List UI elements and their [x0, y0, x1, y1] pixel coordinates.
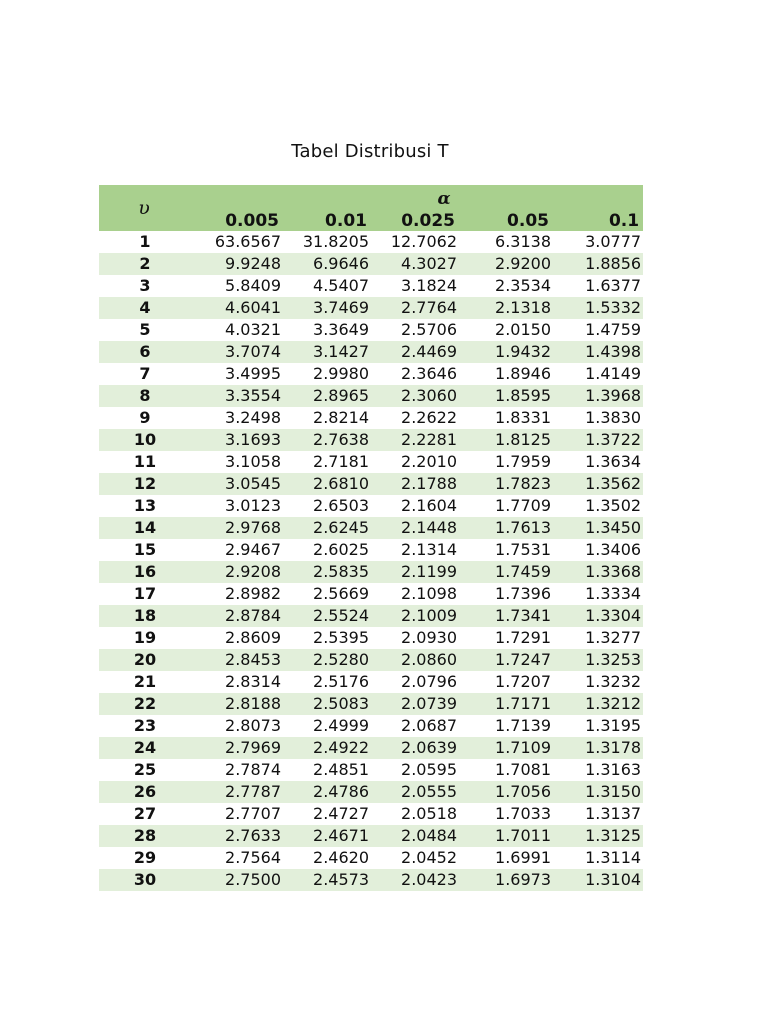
- critical-value-cell: 2.0518: [371, 803, 459, 825]
- alpha-group-header: α: [189, 185, 643, 209]
- critical-value-cell: 3.0545: [189, 473, 283, 495]
- degrees-of-freedom-cell: 11: [99, 451, 189, 473]
- degrees-of-freedom-cell: 15: [99, 539, 189, 561]
- critical-value-cell: 2.1604: [371, 495, 459, 517]
- critical-value-cell: 2.0595: [371, 759, 459, 781]
- critical-value-cell: 2.5176: [283, 671, 371, 693]
- critical-value-cell: 1.3195: [553, 715, 643, 737]
- critical-value-cell: 1.3212: [553, 693, 643, 715]
- critical-value-cell: 2.2010: [371, 451, 459, 473]
- critical-value-cell: 1.7171: [459, 693, 553, 715]
- critical-value-cell: 2.1009: [371, 605, 459, 627]
- degrees-of-freedom-cell: 14: [99, 517, 189, 539]
- critical-value-cell: 1.7011: [459, 825, 553, 847]
- critical-value-cell: 2.9980: [283, 363, 371, 385]
- critical-value-cell: 1.6377: [553, 275, 643, 297]
- critical-value-cell: 2.9467: [189, 539, 283, 561]
- critical-value-cell: 1.4759: [553, 319, 643, 341]
- degrees-of-freedom-cell: 24: [99, 737, 189, 759]
- alpha-column-header: 0.1: [553, 209, 643, 231]
- critical-value-cell: 1.7613: [459, 517, 553, 539]
- critical-value-cell: 2.0555: [371, 781, 459, 803]
- table-row: [99, 605, 643, 627]
- critical-value-cell: 2.7638: [283, 429, 371, 451]
- alpha-column-header: 0.025: [371, 209, 459, 231]
- critical-value-cell: 1.3114: [553, 847, 643, 869]
- critical-value-cell: 2.4469: [371, 341, 459, 363]
- degrees-of-freedom-cell: 13: [99, 495, 189, 517]
- degrees-of-freedom-cell: 8: [99, 385, 189, 407]
- critical-value-cell: 1.3232: [553, 671, 643, 693]
- critical-value-cell: 2.5669: [283, 583, 371, 605]
- critical-value-cell: 2.0150: [459, 319, 553, 341]
- table-row: [99, 231, 643, 253]
- critical-value-cell: 1.7033: [459, 803, 553, 825]
- critical-value-cell: 1.7531: [459, 539, 553, 561]
- critical-value-cell: 2.9200: [459, 253, 553, 275]
- critical-value-cell: 1.7396: [459, 583, 553, 605]
- critical-value-cell: 1.8946: [459, 363, 553, 385]
- critical-value-cell: 2.9768: [189, 517, 283, 539]
- critical-value-cell: 1.3368: [553, 561, 643, 583]
- table-row: [99, 627, 643, 649]
- critical-value-cell: 1.6991: [459, 847, 553, 869]
- t-distribution-table: [99, 185, 643, 891]
- critical-value-cell: 1.7207: [459, 671, 553, 693]
- critical-value-cell: 3.3554: [189, 385, 283, 407]
- table-row: [99, 363, 643, 385]
- critical-value-cell: 2.7764: [371, 297, 459, 319]
- critical-value-cell: 1.8331: [459, 407, 553, 429]
- critical-value-cell: 1.9432: [459, 341, 553, 363]
- critical-value-cell: 2.6245: [283, 517, 371, 539]
- table-row: [99, 319, 643, 341]
- critical-value-cell: 2.2281: [371, 429, 459, 451]
- degrees-of-freedom-cell: 3: [99, 275, 189, 297]
- critical-value-cell: 2.5524: [283, 605, 371, 627]
- critical-value-cell: 2.5395: [283, 627, 371, 649]
- critical-value-cell: 2.5083: [283, 693, 371, 715]
- critical-value-cell: 1.7823: [459, 473, 553, 495]
- critical-value-cell: 3.1824: [371, 275, 459, 297]
- critical-value-cell: 1.7139: [459, 715, 553, 737]
- critical-value-cell: 3.1058: [189, 451, 283, 473]
- alpha-column-header: 0.005: [189, 209, 283, 231]
- critical-value-cell: 4.6041: [189, 297, 283, 319]
- alpha-column-header: 0.01: [283, 209, 371, 231]
- critical-value-cell: 1.4398: [553, 341, 643, 363]
- critical-value-cell: 4.0321: [189, 319, 283, 341]
- critical-value-cell: 2.7969: [189, 737, 283, 759]
- degrees-of-freedom-cell: 20: [99, 649, 189, 671]
- critical-value-cell: 1.7109: [459, 737, 553, 759]
- critical-value-cell: 2.4999: [283, 715, 371, 737]
- nu-column-header: υ: [99, 185, 189, 231]
- critical-value-cell: 1.7459: [459, 561, 553, 583]
- critical-value-cell: 1.8125: [459, 429, 553, 451]
- table-row: [99, 803, 643, 825]
- critical-value-cell: 2.7707: [189, 803, 283, 825]
- critical-value-cell: 3.7469: [283, 297, 371, 319]
- degrees-of-freedom-cell: 17: [99, 583, 189, 605]
- critical-value-cell: 2.0739: [371, 693, 459, 715]
- header-row-alpha: [99, 185, 643, 209]
- critical-value-cell: 1.3277: [553, 627, 643, 649]
- critical-value-cell: 1.7341: [459, 605, 553, 627]
- critical-value-cell: 1.3334: [553, 583, 643, 605]
- critical-value-cell: 2.3646: [371, 363, 459, 385]
- table-row: [99, 869, 643, 891]
- critical-value-cell: 2.1788: [371, 473, 459, 495]
- critical-value-cell: 1.3722: [553, 429, 643, 451]
- critical-value-cell: 2.7500: [189, 869, 283, 891]
- critical-value-cell: 1.3562: [553, 473, 643, 495]
- critical-value-cell: 2.8453: [189, 649, 283, 671]
- critical-value-cell: 1.3450: [553, 517, 643, 539]
- critical-value-cell: 2.4573: [283, 869, 371, 891]
- table-row: [99, 759, 643, 781]
- table-row: [99, 473, 643, 495]
- critical-value-cell: 2.0860: [371, 649, 459, 671]
- critical-value-cell: 1.3634: [553, 451, 643, 473]
- critical-value-cell: 1.3104: [553, 869, 643, 891]
- critical-value-cell: 1.3137: [553, 803, 643, 825]
- critical-value-cell: 2.7787: [189, 781, 283, 803]
- degrees-of-freedom-cell: 27: [99, 803, 189, 825]
- table-row: [99, 297, 643, 319]
- table-row: [99, 429, 643, 451]
- critical-value-cell: 2.0796: [371, 671, 459, 693]
- critical-value-cell: 1.8595: [459, 385, 553, 407]
- critical-value-cell: 2.4620: [283, 847, 371, 869]
- critical-value-cell: 1.7291: [459, 627, 553, 649]
- critical-value-cell: 1.3968: [553, 385, 643, 407]
- critical-value-cell: 2.8965: [283, 385, 371, 407]
- critical-value-cell: 2.3534: [459, 275, 553, 297]
- degrees-of-freedom-cell: 9: [99, 407, 189, 429]
- degrees-of-freedom-cell: 1: [99, 231, 189, 253]
- table-row: [99, 539, 643, 561]
- critical-value-cell: 2.0423: [371, 869, 459, 891]
- table-row: [99, 341, 643, 363]
- critical-value-cell: 2.1448: [371, 517, 459, 539]
- critical-value-cell: 3.0123: [189, 495, 283, 517]
- degrees-of-freedom-cell: 25: [99, 759, 189, 781]
- critical-value-cell: 1.3178: [553, 737, 643, 759]
- table-row: [99, 649, 643, 671]
- critical-value-cell: 2.1098: [371, 583, 459, 605]
- degrees-of-freedom-cell: 29: [99, 847, 189, 869]
- critical-value-cell: 3.1693: [189, 429, 283, 451]
- critical-value-cell: 1.3406: [553, 539, 643, 561]
- critical-value-cell: 6.3138: [459, 231, 553, 253]
- critical-value-cell: 1.3502: [553, 495, 643, 517]
- critical-value-cell: 2.8784: [189, 605, 283, 627]
- critical-value-cell: 2.4851: [283, 759, 371, 781]
- table-row: [99, 451, 643, 473]
- degrees-of-freedom-cell: 19: [99, 627, 189, 649]
- degrees-of-freedom-cell: 4: [99, 297, 189, 319]
- table-row: [99, 781, 643, 803]
- critical-value-cell: 2.4786: [283, 781, 371, 803]
- critical-value-cell: 2.5706: [371, 319, 459, 341]
- critical-value-cell: 1.7709: [459, 495, 553, 517]
- critical-value-cell: 2.8314: [189, 671, 283, 693]
- critical-value-cell: 2.0687: [371, 715, 459, 737]
- page-title: Tabel Distribusi T: [291, 141, 449, 162]
- table-row: [99, 671, 643, 693]
- critical-value-cell: 1.3163: [553, 759, 643, 781]
- table-row: [99, 583, 643, 605]
- critical-value-cell: 4.5407: [283, 275, 371, 297]
- critical-value-cell: 2.5835: [283, 561, 371, 583]
- critical-value-cell: 2.2622: [371, 407, 459, 429]
- critical-value-cell: 63.6567: [189, 231, 283, 253]
- critical-value-cell: 1.7247: [459, 649, 553, 671]
- degrees-of-freedom-cell: 28: [99, 825, 189, 847]
- degrees-of-freedom-cell: 12: [99, 473, 189, 495]
- critical-value-cell: 1.3125: [553, 825, 643, 847]
- critical-value-cell: 2.8982: [189, 583, 283, 605]
- critical-value-cell: 1.7081: [459, 759, 553, 781]
- critical-value-cell: 3.1427: [283, 341, 371, 363]
- degrees-of-freedom-cell: 26: [99, 781, 189, 803]
- table-row: [99, 385, 643, 407]
- critical-value-cell: 1.4149: [553, 363, 643, 385]
- critical-value-cell: 1.7959: [459, 451, 553, 473]
- critical-value-cell: 9.9248: [189, 253, 283, 275]
- critical-value-cell: 31.8205: [283, 231, 371, 253]
- critical-value-cell: 1.3253: [553, 649, 643, 671]
- critical-value-cell: 2.0452: [371, 847, 459, 869]
- critical-value-cell: 6.9646: [283, 253, 371, 275]
- critical-value-cell: 2.6810: [283, 473, 371, 495]
- critical-value-cell: 2.1314: [371, 539, 459, 561]
- critical-value-cell: 3.4995: [189, 363, 283, 385]
- critical-value-cell: 2.1318: [459, 297, 553, 319]
- critical-value-cell: 1.6973: [459, 869, 553, 891]
- table-body: [99, 231, 643, 891]
- critical-value-cell: 2.6503: [283, 495, 371, 517]
- critical-value-cell: 1.7056: [459, 781, 553, 803]
- critical-value-cell: 2.0639: [371, 737, 459, 759]
- table-row: [99, 253, 643, 275]
- critical-value-cell: 3.7074: [189, 341, 283, 363]
- table-row: [99, 847, 643, 869]
- critical-value-cell: 1.3304: [553, 605, 643, 627]
- critical-value-cell: 1.3150: [553, 781, 643, 803]
- critical-value-cell: 2.3060: [371, 385, 459, 407]
- table-row: [99, 715, 643, 737]
- table-row: [99, 737, 643, 759]
- degrees-of-freedom-cell: 2: [99, 253, 189, 275]
- critical-value-cell: 2.9208: [189, 561, 283, 583]
- critical-value-cell: 2.4727: [283, 803, 371, 825]
- degrees-of-freedom-cell: 10: [99, 429, 189, 451]
- table-row: [99, 495, 643, 517]
- alpha-column-header: 0.05: [459, 209, 553, 231]
- table-row: [99, 693, 643, 715]
- critical-value-cell: 3.0777: [553, 231, 643, 253]
- degrees-of-freedom-cell: 16: [99, 561, 189, 583]
- critical-value-cell: 1.3830: [553, 407, 643, 429]
- critical-value-cell: 4.3027: [371, 253, 459, 275]
- table-row: [99, 275, 643, 297]
- degrees-of-freedom-cell: 18: [99, 605, 189, 627]
- table-row: [99, 825, 643, 847]
- critical-value-cell: 2.4671: [283, 825, 371, 847]
- critical-value-cell: 2.7633: [189, 825, 283, 847]
- table-row: [99, 407, 643, 429]
- degrees-of-freedom-cell: 6: [99, 341, 189, 363]
- critical-value-cell: 2.4922: [283, 737, 371, 759]
- critical-value-cell: 2.7564: [189, 847, 283, 869]
- critical-value-cell: 2.5280: [283, 649, 371, 671]
- degrees-of-freedom-cell: 22: [99, 693, 189, 715]
- degrees-of-freedom-cell: 7: [99, 363, 189, 385]
- critical-value-cell: 1.8856: [553, 253, 643, 275]
- critical-value-cell: 5.8409: [189, 275, 283, 297]
- critical-value-cell: 2.1199: [371, 561, 459, 583]
- critical-value-cell: 2.8188: [189, 693, 283, 715]
- critical-value-cell: 2.0484: [371, 825, 459, 847]
- critical-value-cell: 3.3649: [283, 319, 371, 341]
- critical-value-cell: 2.0930: [371, 627, 459, 649]
- critical-value-cell: 2.8609: [189, 627, 283, 649]
- critical-value-cell: 2.7874: [189, 759, 283, 781]
- critical-value-cell: 2.7181: [283, 451, 371, 473]
- critical-value-cell: 2.8073: [189, 715, 283, 737]
- critical-value-cell: 12.7062: [371, 231, 459, 253]
- degrees-of-freedom-cell: 23: [99, 715, 189, 737]
- critical-value-cell: 3.2498: [189, 407, 283, 429]
- table-row: [99, 561, 643, 583]
- table-row: [99, 517, 643, 539]
- critical-value-cell: 2.8214: [283, 407, 371, 429]
- degrees-of-freedom-cell: 21: [99, 671, 189, 693]
- critical-value-cell: 2.6025: [283, 539, 371, 561]
- critical-value-cell: 1.5332: [553, 297, 643, 319]
- degrees-of-freedom-cell: 5: [99, 319, 189, 341]
- degrees-of-freedom-cell: 30: [99, 869, 189, 891]
